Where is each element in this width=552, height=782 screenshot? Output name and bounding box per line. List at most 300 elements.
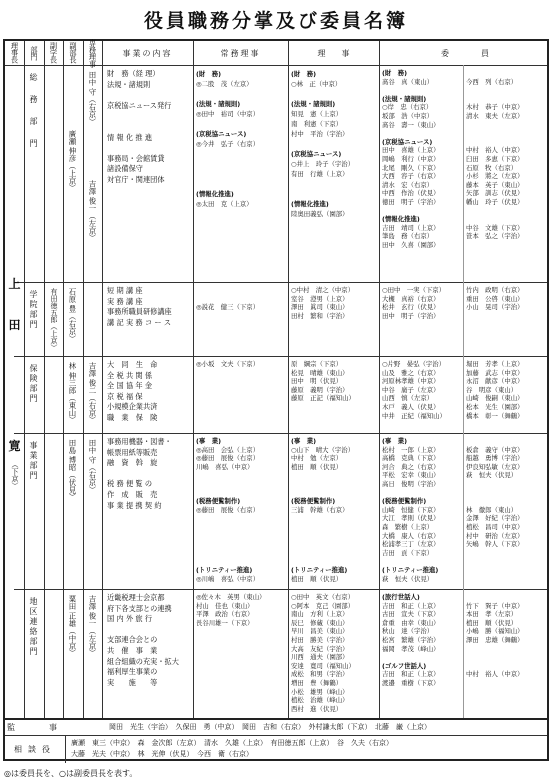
riji-list-line: 田中 明（伏見） — [291, 377, 343, 386]
iin-list-right-line — [466, 437, 524, 446]
task-list-line — [107, 143, 171, 154]
riji-list-line — [291, 480, 354, 489]
iin-list-left-line: (税務便覧制作) — [382, 497, 427, 506]
iin-list-right-line: 小嶋 勝（福知山） — [466, 627, 524, 636]
task-list — [107, 286, 172, 328]
iin-list-right-line: 永沼 献彦（中京） — [466, 377, 524, 386]
jomu-list-line — [196, 540, 259, 549]
jomu-list-line — [196, 89, 259, 99]
task-list — [107, 69, 171, 186]
task-list-line: 全 税 共 関 係 — [107, 370, 153, 380]
iin-list-right-line: 伊良知弘敏（左京） — [466, 462, 524, 471]
col-divider — [102, 41, 103, 718]
riji-list-line: 辰巳 修蔵（東山） — [291, 618, 349, 627]
riji-list-line — [291, 557, 354, 566]
iin-list-left-line: (法規・諸規則) — [382, 94, 427, 103]
riji-list-line: (事 業) — [291, 437, 317, 445]
dept-label: 学院部門 — [29, 290, 38, 330]
iin-list-right — [466, 69, 524, 249]
riji-list-line — [291, 532, 354, 541]
riji-list — [291, 360, 355, 403]
iin-list-right-line: 矢嶋 幹人（下京） — [466, 540, 524, 549]
task-list-line — [107, 625, 179, 636]
task-list-line: 事務局・会館賃貸 — [107, 153, 165, 163]
iin-list-right-line: 幡山 玲子（伏見） — [466, 197, 524, 206]
iin-list-left-line: 森 繁樹（上京） — [382, 522, 434, 531]
iin-list-left-line: 中西 作治（伏見） — [382, 189, 440, 198]
jomu-list-line: 村山 佳也（東山） — [196, 601, 254, 610]
row-divider — [5, 718, 547, 720]
riji-list-line: (財 務) — [291, 70, 317, 78]
task-list-line: 短 期 講 座 — [107, 286, 143, 295]
iin-list-left-line: 吉田 和正（上京） — [382, 670, 440, 679]
jomu-list-line: (事 業) — [196, 437, 222, 445]
iin-list-left — [382, 69, 440, 249]
iin-list-left-line: ○岸 忠（右京） — [382, 103, 433, 112]
iin-list-right-line: 加藤 武志（中京） — [466, 368, 524, 377]
task-list-line: 小規模企業共済 — [107, 402, 158, 412]
iin-list-right-line: 中村 裕人（中京） — [466, 670, 524, 679]
riji-list-line: ○井上 玲子（宇治） — [291, 160, 355, 168]
task-list-line: 職 業 保 険 — [107, 412, 158, 422]
iin-list-right-line: 竹下 巽子（中京） — [466, 601, 524, 610]
riji-list-line: 成松 和男（宇治） — [291, 670, 349, 679]
riji-list-line — [291, 523, 354, 532]
iin-list-right-line: 笹本 弘之（宇治） — [466, 232, 524, 241]
riji-list-line: 室谷 澄男（上京） — [291, 294, 349, 303]
col-divider — [24, 41, 25, 718]
iin-list-right-line: 木村 恭子（中京） — [466, 103, 524, 112]
task-list-line: 共 催 事 業 — [107, 645, 158, 655]
iin-list-left-line: 大西 容子（右京） — [382, 172, 440, 181]
task-list-line: 情 報 化 推 進 — [107, 132, 153, 142]
iin-list-left-line: 筆島 務（右京） — [382, 232, 434, 241]
iin-list-right-line: 重田 公啓（東山） — [466, 294, 524, 303]
iin-list-left-line — [382, 489, 440, 498]
riji-list-line: (税務便覧制作) — [291, 497, 336, 506]
iin-list-left-line: 髙谷 真（東山） — [382, 77, 434, 86]
jomu-list-line — [196, 286, 259, 295]
row-divider — [14, 589, 547, 590]
iin-list-right-line: 堀田 芳孝（上京） — [466, 360, 524, 368]
iin-list-right-line: 橋本 彰一（舞鶴） — [466, 411, 524, 420]
riji-list-line: ○田中 英文（右京） — [291, 593, 355, 601]
iin-list-right-line: 本田 孝（左京） — [466, 610, 518, 619]
jomu-list-line — [196, 523, 259, 532]
iin-list-left-line: 高橋 克典（下京） — [382, 454, 440, 463]
iin-list-left-line: 河原林孝雄（中京） — [382, 377, 440, 386]
iin-list-left-line: (財 務) — [382, 69, 408, 77]
riji-list-line: 陸奥田義弘（園部） — [291, 210, 349, 218]
iin-list-left-line: 吉田 和正（上京） — [382, 601, 440, 610]
task-list-line: 実 施 等 — [107, 677, 158, 687]
riji-list-line: 西村 進（伏見） — [291, 704, 343, 713]
iin-list-right-line — [466, 593, 524, 602]
iin-list-right-line: 萩 恒夫（伏見） — [466, 471, 518, 480]
iin-list-left-line: 中井 正紀（福知山） — [382, 411, 446, 420]
iin-list-left-line: 松宮 繁雄（宇治） — [382, 635, 440, 644]
header-tasks: 事業の内容 — [122, 48, 173, 58]
iin-list-left-line: 清水 宏（右京） — [382, 180, 434, 189]
iin-list-right-line: 清水 東夫（左京） — [466, 111, 524, 120]
riji-list-line: 川西 通夫（園部） — [291, 653, 349, 662]
jomu-list-line — [196, 532, 259, 541]
iin-list-right-line — [466, 215, 524, 224]
iin-list-right-line: 金澤 好紀（宇治） — [466, 514, 524, 523]
dept-label: 総務部門 — [29, 73, 38, 161]
riji-list-line: 早川 昌美（東山） — [291, 627, 349, 636]
task-list-line: 財 務（経 理） — [107, 69, 160, 78]
iin-list-left-line: 吉田 貢（下京） — [382, 548, 434, 557]
iin-list-left — [382, 437, 440, 583]
iin-list-left-line: 河合 典之（右京） — [382, 462, 440, 471]
iin-list-right-line — [466, 489, 524, 498]
iin-list-right — [466, 437, 524, 583]
jomu-list-line — [196, 514, 259, 523]
header-managing: 専務理事 — [88, 38, 98, 68]
advisor-line-1: 廣瀬 東三（中京） 森 金次郎（左京） 清水 久雄（上京） 有田徳五郎（上京） 谷 久夫（右京） — [71, 739, 393, 747]
vice-head: 粟田 正雄（中京） — [68, 595, 77, 657]
task-list — [107, 360, 157, 424]
iin-list-right-line — [466, 566, 524, 575]
riji-list-line: 有田 行雄（上京） — [291, 170, 349, 178]
jomu-list-line: (トリニティー推進) — [196, 565, 253, 574]
iin-list-left-line: 田中 喜雄（上京） — [382, 146, 440, 155]
jomu-list-line — [196, 295, 259, 304]
jomu-list-line — [196, 119, 259, 129]
riji-list-line: 田村 繁和（宇治） — [291, 311, 349, 320]
riji-list — [291, 593, 355, 713]
iin-list-right-line: 村中 研治（左京） — [466, 531, 524, 540]
task-list-line — [107, 122, 171, 133]
iin-list-left-line: 秋山 達（宇治） — [382, 627, 434, 636]
iin-list-right-line: 船越 勇博（宇治） — [466, 454, 524, 463]
riji-list-line: 小松 雄男（峰山） — [291, 687, 349, 696]
header-riji: 理 事 — [317, 48, 350, 58]
page-title: 役員職務分掌及び委員名簿 — [143, 10, 408, 32]
advisor-label: 相談役 — [14, 744, 56, 754]
iin-list-left — [382, 593, 440, 688]
riji-list-line — [291, 540, 354, 549]
iin-list-left-line: (事 業) — [382, 437, 408, 445]
riji-list-line: (情報化推進) — [291, 200, 329, 208]
iin-list-left-line: 大橋 康人（右京） — [382, 531, 440, 540]
task-list-line: 京 税 福 保 — [107, 391, 143, 401]
iin-list-left-line: (情報化推進) — [382, 215, 420, 224]
iin-list-left-line: (旅行世話人) — [382, 593, 420, 601]
riji-list-line: ○林 正（中京） — [291, 80, 342, 88]
riji-list-line: (トリニティー推進) — [291, 565, 348, 574]
jomu-list-line: 平澤 政治（右京） — [196, 610, 254, 619]
managing-director: 吉澤 俊一（左京） — [88, 595, 97, 657]
jomu-list-line: (京税協ニュース) — [196, 130, 247, 138]
iin-list-right-line: 石原 牧（右京） — [466, 163, 518, 172]
row-divider — [14, 282, 547, 283]
iin-list-left-line: (ゴルフ世話人) — [382, 661, 427, 670]
task-list-line: 近畿税理士会京都 — [107, 593, 165, 602]
iin-list-right-line: 林 徹郎（東山） — [466, 505, 518, 514]
jomu-list-line: 長谷川雄一（下京） — [196, 618, 254, 627]
col-divider — [83, 41, 84, 718]
iin-list-left — [382, 286, 445, 320]
riji-list-line: 南 利憲（下京） — [291, 120, 343, 128]
iin-list-right-line — [466, 480, 524, 489]
task-list-line: 支部連合会との — [107, 635, 158, 645]
iin-list-left-line: 平松 宏幸（東山） — [382, 471, 440, 480]
riji-list-line: 三浦 幹雄（右京） — [291, 505, 349, 514]
col-divider — [65, 735, 66, 763]
iin-list-right — [466, 593, 524, 688]
iin-list-right-line: 小杉 將之（左京） — [466, 172, 524, 181]
jomu-list — [196, 360, 259, 369]
iin-list-right — [466, 360, 524, 420]
iin-list-right-line: 臼田 多恵（下京） — [466, 154, 524, 163]
iin-list-right-line — [466, 312, 524, 321]
task-list-line: 実 務 講 座 — [107, 296, 143, 306]
task-list-line: 組合組織の充実・拡大 — [107, 656, 179, 666]
riji-list-line: 安達 寛司（福知山） — [291, 661, 355, 670]
riji-list-line: 中村 勉（左京） — [291, 454, 343, 463]
riji-list-line: 松見 晴雄（東山） — [291, 368, 349, 377]
jomu-list-line — [196, 471, 259, 480]
iin-list-right-line — [466, 207, 524, 216]
iin-list-right-line: 山崎 俊嗣（東山） — [466, 394, 524, 403]
header-vice: 副学長 — [49, 42, 59, 64]
roster-table — [3, 39, 549, 761]
iin-list-left-line: 渡邉 重樹（下京） — [382, 678, 440, 687]
iin-list-right-line — [466, 497, 524, 506]
iin-list-left-line: 髙谷 壽一（東山） — [382, 120, 440, 129]
jomu-list-line: (税務便覧制作) — [196, 497, 241, 506]
iin-list-left-line: 田中 明子（宇治） — [382, 311, 440, 320]
task-list-line: 事 業 提 携 契 約 — [107, 500, 162, 510]
row-divider — [14, 433, 547, 434]
riji-list-line: 村田 勝美（宇治） — [291, 635, 349, 644]
jomu-list-line: ◎今井 弘子（右京） — [196, 140, 260, 148]
riji-list — [291, 286, 354, 320]
riji-list-line: 増田 豊（舞鶴） — [291, 678, 343, 687]
iin-list-right-line: 藤本 英子（東山） — [466, 180, 524, 189]
auditor-label: 監 事 — [7, 722, 63, 732]
iin-list-right-line: 松本 光生（園部） — [466, 402, 524, 411]
task-list — [107, 593, 179, 688]
header-jomu: 常務理事 — [220, 48, 261, 58]
chairman-name-2: 田 — [8, 317, 21, 332]
iin-list-left-line: 岡嶋 利行（中京） — [382, 154, 440, 163]
managing-director: 田中 守（右京） — [88, 71, 97, 126]
iin-list-left-line: 山及 雅之（右京） — [382, 368, 440, 377]
riji-list-line — [291, 139, 354, 149]
col-divider — [463, 65, 464, 718]
task-list-line: 京税協ニュース発行 — [107, 100, 172, 110]
jomu-list-line — [196, 549, 259, 558]
iin-list-left-line: 山西 慎（左京） — [382, 394, 434, 403]
riji-list-line: (京税協ニュース) — [291, 150, 342, 158]
iin-list-right-line — [466, 645, 524, 654]
managing-director: 吉澤 俊二（右京） — [88, 362, 97, 424]
iin-list-left-line: 福岡 孝茂（峰山） — [382, 644, 440, 653]
jomu-list-line: (情報化推進) — [196, 190, 234, 198]
task-list-line — [107, 111, 171, 122]
riji-list-line: ○阿本 克己（園部） — [291, 601, 355, 610]
iin-list-left-line: 山崎 恒健（下京） — [382, 505, 440, 514]
iin-list-left-line: 北尾 剛久（下京） — [382, 163, 440, 172]
jomu-list-line: ◎藤田 展俊（右京） — [196, 505, 260, 514]
iin-list-left-line: 古田 宣夫（下京） — [382, 610, 440, 619]
iin-list-right-line: 中谷 文雄（下京） — [466, 223, 524, 232]
iin-list-right-line: 矢部 訓志（伏見） — [466, 189, 524, 198]
vice-head: 石原 豊（右京） — [68, 288, 77, 343]
iin-list-right-line — [466, 557, 524, 566]
iin-list-right-line: 今西 列（右京） — [466, 77, 518, 86]
riji-list-line: 藤原 義明（宇治） — [291, 385, 349, 394]
dept-label: 事業部門 — [29, 441, 38, 481]
task-list-line: 国 内 外 旅 行 — [107, 614, 153, 624]
vice-head: 廣瀬 伸彦（上京） — [68, 130, 77, 192]
riji-list-line: 大高 友紀（宇治） — [291, 644, 349, 653]
jomu-list-line: ◎田中 裕司（中京） — [196, 110, 260, 118]
jomu-list-line: ◎川嶋 喜弘（中京） — [196, 574, 260, 583]
task-list-line: 諸設備保守 — [107, 164, 143, 174]
chairman-name-1: 上 — [8, 276, 21, 291]
iin-list-left-line: 倉重 由幸（東山） — [382, 618, 440, 627]
header-divider — [5, 65, 547, 66]
auditor-names: 岡田 光生（宇治） 久保田 勇（中京） 岡田 吉和（右京） 外村謙太郎（下京） 北藤 巌（上京） — [109, 723, 431, 731]
iin-list-left-line: 松浦孝三丁（左京） — [382, 540, 440, 549]
riji-list-line: 村中 平治（宇治） — [291, 130, 349, 138]
iin-list-left-line: 松井 玄行（伏見） — [382, 303, 440, 312]
iin-list-right-line: 澤田 忠雄（舞鶴） — [466, 635, 524, 644]
jomu-list-line — [196, 480, 259, 489]
riji-list-line — [291, 89, 354, 99]
riji-list — [291, 69, 354, 219]
iin-list-right-line — [466, 679, 524, 688]
row-divider — [14, 356, 547, 357]
task-list-line: 府下各支部との連携 — [107, 603, 172, 613]
managing-director-2: 吉澤 俊一（左京） — [88, 180, 97, 242]
jomu-list-line: ◎説花 健三（下京） — [196, 303, 260, 312]
iin-list-right-line — [466, 575, 524, 584]
task-list-line: 融 資 斡 旋 — [107, 458, 158, 468]
jomu-list-line: ◎小坂 文夫（下京） — [196, 360, 260, 368]
col-divider — [193, 41, 194, 718]
iin-list-left-line: ○片野 晏弘（宇治） — [382, 360, 446, 368]
managing-director: 田中 守（右京） — [88, 439, 97, 494]
iin-list-left-line — [382, 653, 440, 662]
jomu-list-line: ◎太田 克（上京） — [196, 200, 253, 208]
col-divider — [44, 41, 45, 718]
iin-list-right — [466, 286, 524, 320]
riji-list-line — [291, 189, 354, 199]
jomu-list-line — [196, 179, 259, 189]
header-dept: 部門 — [30, 45, 39, 61]
jomu-list-line — [196, 149, 259, 159]
riji-list-line: ○山下 晴大（宇治） — [291, 445, 355, 454]
task-list-line: 事務用機器・図書・ — [107, 437, 172, 446]
dept-label: 地区連絡部門 — [29, 597, 38, 657]
iin-list-left-line: 中谷 廣子（左京） — [382, 385, 440, 394]
iin-list-right-line — [466, 129, 524, 138]
riji-list-line: 知見 憲（上京） — [291, 110, 343, 118]
task-list-line: 全 国 協 年 金 — [107, 381, 153, 391]
header-vice-head: 副部長 — [69, 42, 78, 64]
jomu-list-line: ◎二股 茂（左京） — [196, 80, 253, 88]
task-list-line: 法規・諸規則 — [107, 79, 151, 89]
riji-list-line: 澤田 眞司（東山） — [291, 303, 349, 312]
riji-list-line — [291, 514, 354, 523]
task-list-line: 福利厚生事業の — [107, 667, 158, 677]
riji-list-line: 原 綱宗（下京） — [291, 360, 343, 368]
iin-list-left — [382, 360, 446, 420]
iin-list-left-line: 坂部 浩（中京） — [382, 111, 434, 120]
task-list-line — [107, 469, 172, 480]
row-divider — [5, 735, 547, 736]
task-list-line: 講 記 実 務 コ ー ス — [107, 317, 172, 327]
iin-list-right-line: 中村 裕人（中京） — [466, 146, 524, 155]
iin-list-right-line — [466, 549, 524, 558]
jomu-list — [196, 69, 259, 209]
vice-chair: 有田徳五郎（上京） — [50, 288, 58, 351]
jomu-list-line — [196, 489, 259, 498]
task-list-line: 帳票用紙等販売 — [107, 447, 158, 457]
jomu-list-line: ◎藤田 展俊（右京） — [196, 454, 260, 463]
riji-list — [291, 437, 354, 583]
col-divider — [379, 41, 380, 718]
riji-list-line: 藤原 正記（福知山） — [291, 394, 355, 403]
chairman-branch: （下京） — [11, 461, 19, 489]
iin-list-left-line: 萩 恒夫（伏見） — [382, 574, 434, 583]
iin-list-right-line: 植松 昌司（中京） — [466, 522, 524, 531]
header-chairman: 理事長 — [10, 42, 20, 64]
iin-list-right-line: 小山 晃司（宇治） — [466, 303, 524, 312]
iin-list-left-line: 木戸 義人（伏見） — [382, 402, 440, 411]
jomu-list-line: ◎佐々木 英男（東山） — [196, 593, 266, 601]
jomu-list-line: (法規・諸規則) — [196, 100, 241, 108]
riji-list-line: ○中村 清之（中京） — [291, 286, 355, 294]
iin-list-right-line — [466, 241, 524, 250]
iin-list-left-line: 大槻 真裕（右京） — [382, 294, 440, 303]
riji-list-line: (法規・諸規則) — [291, 100, 336, 108]
jomu-list-line — [196, 159, 259, 169]
jomu-list-line — [196, 557, 259, 566]
iin-list-left-line: 松村 一郎（上京） — [382, 445, 440, 454]
vice-head: 田島 博昭（伏見） — [68, 439, 77, 501]
iin-list-right-line: 植田 順（伏見） — [466, 618, 518, 627]
iin-list-left-line: 吉田 靖司（上京） — [382, 223, 440, 232]
iin-list-right-line — [466, 69, 524, 78]
riji-list-line — [291, 549, 354, 558]
col-divider — [288, 41, 289, 718]
task-list-line: 税 務 便 覧 の — [107, 479, 153, 489]
jomu-list — [196, 286, 259, 312]
iin-list-left-line: 高日 俊明（宇治） — [382, 479, 440, 488]
riji-list-line: 南山 方利（上京） — [291, 610, 349, 619]
iin-list-left-line: 徳田 明子（宇治） — [382, 197, 440, 206]
iin-list-right-line: 竹内 政明（右京） — [466, 286, 524, 294]
chairman-name-3: 寛 — [8, 438, 21, 453]
iin-list-left-line: 田中 久喜（園部） — [382, 240, 440, 249]
task-list-line: 事務所職員研修講座 — [107, 307, 172, 317]
riji-list-line — [291, 471, 354, 480]
iin-list-left-line: 大江 孝則（伏見） — [382, 514, 440, 523]
jomu-list — [196, 437, 259, 583]
riji-list-line: 植田 順（伏見） — [291, 574, 343, 583]
advisor-line-2: 大藤 光夫（中京） 林 光伸（伏見） 今西 衛（右京） — [71, 750, 253, 758]
jomu-list — [196, 593, 265, 627]
col-divider — [63, 41, 64, 718]
dept-label: 保険部門 — [29, 364, 38, 404]
iin-list-left-line — [382, 86, 440, 95]
